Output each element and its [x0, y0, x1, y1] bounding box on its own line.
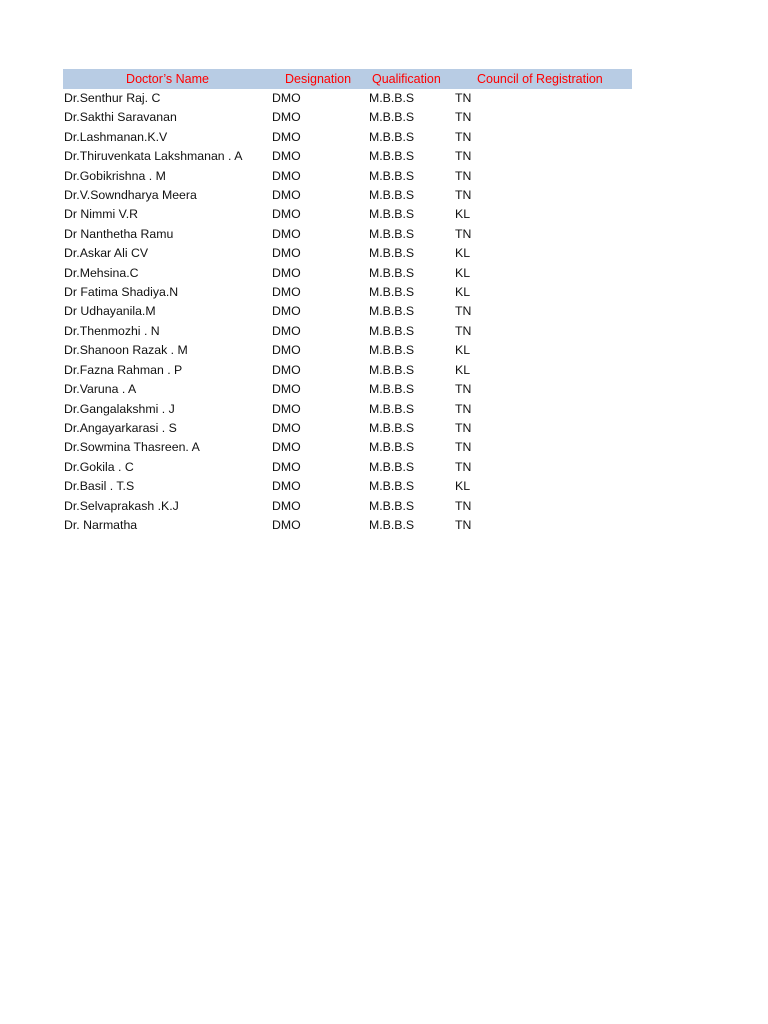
qualification-cell: M.B.B.S	[369, 517, 415, 532]
table-row	[63, 497, 632, 516]
qualification-cell: M.B.B.S	[369, 498, 415, 513]
table-row	[63, 244, 632, 263]
table-row	[63, 205, 632, 224]
qualification-cell: M.B.B.S	[369, 401, 415, 416]
qualification-cell: M.B.B.S	[369, 149, 415, 164]
qualification-cell: M.B.B.S	[369, 226, 415, 241]
designation-cell: DMO	[272, 479, 301, 494]
table-row	[63, 341, 632, 360]
designation-cell: DMO	[272, 459, 301, 474]
qualification-cell: M.B.B.S	[369, 129, 415, 144]
header-doctors-name: Doctor’s Name	[126, 72, 209, 86]
council-cell: TN	[455, 168, 472, 183]
doctor-name-cell: Dr. Narmatha	[64, 517, 138, 532]
qualification-cell: M.B.B.S	[369, 304, 415, 319]
doctors-sheet	[63, 69, 632, 535]
doctor-name-cell: Dr.Basil . T.S	[64, 479, 135, 494]
council-cell: TN	[455, 420, 472, 435]
doctor-name-cell: Dr Fatima Shadiya.N	[64, 285, 179, 300]
council-cell: KL	[455, 285, 471, 300]
doctor-name-cell: Dr Nanthetha Ramu	[64, 226, 174, 241]
qualification-cell: M.B.B.S	[369, 91, 415, 105]
designation-cell: DMO	[272, 420, 301, 435]
designation-cell: DMO	[272, 149, 301, 164]
table-row	[63, 89, 632, 108]
qualification-cell: M.B.B.S	[369, 362, 415, 377]
council-cell: TN	[455, 110, 472, 125]
council-cell: TN	[455, 304, 472, 319]
designation-cell: DMO	[272, 304, 301, 319]
doctor-name-cell: Dr.Varuna . A	[64, 382, 137, 397]
council-cell: TN	[455, 129, 472, 144]
doctor-name-cell: Dr.Sowmina Thasreen. A	[64, 440, 200, 455]
table-row	[63, 400, 632, 419]
doctor-name-cell: Dr.Gangalakshmi . J	[64, 401, 175, 416]
council-cell: KL	[455, 265, 471, 280]
table-row	[63, 419, 632, 438]
designation-cell: DMO	[272, 285, 301, 300]
qualification-cell: M.B.B.S	[369, 420, 415, 435]
council-cell: TN	[455, 401, 472, 416]
table-row	[63, 264, 632, 283]
council-cell: TN	[455, 226, 472, 241]
designation-cell: DMO	[272, 188, 301, 203]
council-cell: TN	[455, 188, 472, 203]
council-cell: TN	[455, 323, 472, 338]
doctor-name-cell: Dr Nimmi V.R	[64, 207, 139, 222]
doctors-table	[63, 69, 632, 535]
table-row	[63, 283, 632, 302]
doctor-name-cell: Dr.Sakthi Saravanan	[64, 110, 177, 125]
qualification-cell: M.B.B.S	[369, 110, 415, 125]
council-cell: TN	[455, 440, 472, 455]
qualification-cell: M.B.B.S	[369, 323, 415, 338]
council-cell: KL	[455, 343, 471, 358]
doctor-name-cell: Dr.Gobikrishna . M	[64, 168, 166, 183]
doctor-name-cell: Dr.Lashmanan.K.V	[64, 129, 168, 144]
doctor-name-cell: Dr.Thiruvenkata Lakshmanan . A	[64, 149, 243, 164]
header-designation: Designation	[285, 72, 352, 86]
table-header-row	[63, 69, 632, 89]
qualification-cell: M.B.B.S	[369, 207, 415, 222]
qualification-cell: M.B.B.S	[369, 343, 415, 358]
table-row	[63, 186, 632, 205]
designation-cell: DMO	[272, 440, 301, 455]
council-cell: TN	[455, 149, 472, 164]
doctor-name-cell: Dr.Angayarkarasi . S	[64, 420, 177, 435]
designation-cell: DMO	[272, 265, 301, 280]
table-row	[63, 477, 632, 496]
council-cell: TN	[455, 382, 472, 397]
doctor-name-cell: Dr.Shanoon Razak . M	[64, 343, 188, 358]
doctor-name-cell: Dr.Thenmozhi . N	[64, 323, 160, 338]
table-row	[63, 128, 632, 147]
doctor-name-cell: Dr.Mehsina.C	[64, 265, 139, 280]
council-cell: TN	[455, 517, 472, 532]
qualification-cell: M.B.B.S	[369, 479, 415, 494]
qualification-cell: M.B.B.S	[369, 188, 415, 203]
designation-cell: DMO	[272, 168, 301, 183]
designation-cell: DMO	[272, 517, 301, 532]
header-qualification: Qualification	[372, 72, 441, 86]
council-cell: TN	[455, 91, 472, 105]
doctor-name-cell: Dr.Senthur Raj. C	[64, 91, 161, 105]
qualification-cell: M.B.B.S	[369, 459, 415, 474]
header-council-of-registration: Council of Registration	[477, 72, 603, 86]
qualification-cell: M.B.B.S	[369, 440, 415, 455]
designation-cell: DMO	[272, 343, 301, 358]
designation-cell: DMO	[272, 91, 301, 105]
table-row	[63, 361, 632, 380]
qualification-cell: M.B.B.S	[369, 285, 415, 300]
qualification-cell: M.B.B.S	[369, 382, 415, 397]
table-row	[63, 458, 632, 477]
doctor-name-cell: Dr.Fazna Rahman . P	[64, 362, 183, 377]
council-cell: KL	[455, 362, 471, 377]
designation-cell: DMO	[272, 362, 301, 377]
council-cell: KL	[455, 246, 471, 261]
designation-cell: DMO	[272, 401, 301, 416]
table-row	[63, 147, 632, 166]
table-row	[63, 322, 632, 341]
designation-cell: DMO	[272, 382, 301, 397]
table-row	[63, 380, 632, 399]
doctor-name-cell: Dr.Selvaprakash .K.J	[64, 498, 179, 513]
designation-cell: DMO	[272, 207, 301, 222]
doctor-name-cell: Dr.V.Sowndharya Meera	[64, 188, 197, 203]
qualification-cell: M.B.B.S	[369, 246, 415, 261]
table-row	[63, 167, 632, 186]
table-row	[63, 225, 632, 244]
table-row	[63, 516, 632, 535]
designation-cell: DMO	[272, 129, 301, 144]
qualification-cell: M.B.B.S	[369, 265, 415, 280]
designation-cell: DMO	[272, 498, 301, 513]
table-row	[63, 108, 632, 127]
doctor-name-cell: Dr.Gokila . C	[64, 459, 134, 474]
qualification-cell: M.B.B.S	[369, 168, 415, 183]
designation-cell: DMO	[272, 246, 301, 261]
council-cell: KL	[455, 207, 471, 222]
table-row	[63, 438, 632, 457]
table-row	[63, 302, 632, 321]
council-cell: TN	[455, 459, 472, 474]
council-cell: TN	[455, 498, 472, 513]
doctor-name-cell: Dr.Askar Ali CV	[64, 246, 149, 261]
designation-cell: DMO	[272, 226, 301, 241]
designation-cell: DMO	[272, 110, 301, 125]
designation-cell: DMO	[272, 323, 301, 338]
doctor-name-cell: Dr Udhayanila.M	[64, 304, 156, 319]
council-cell: KL	[455, 479, 471, 494]
